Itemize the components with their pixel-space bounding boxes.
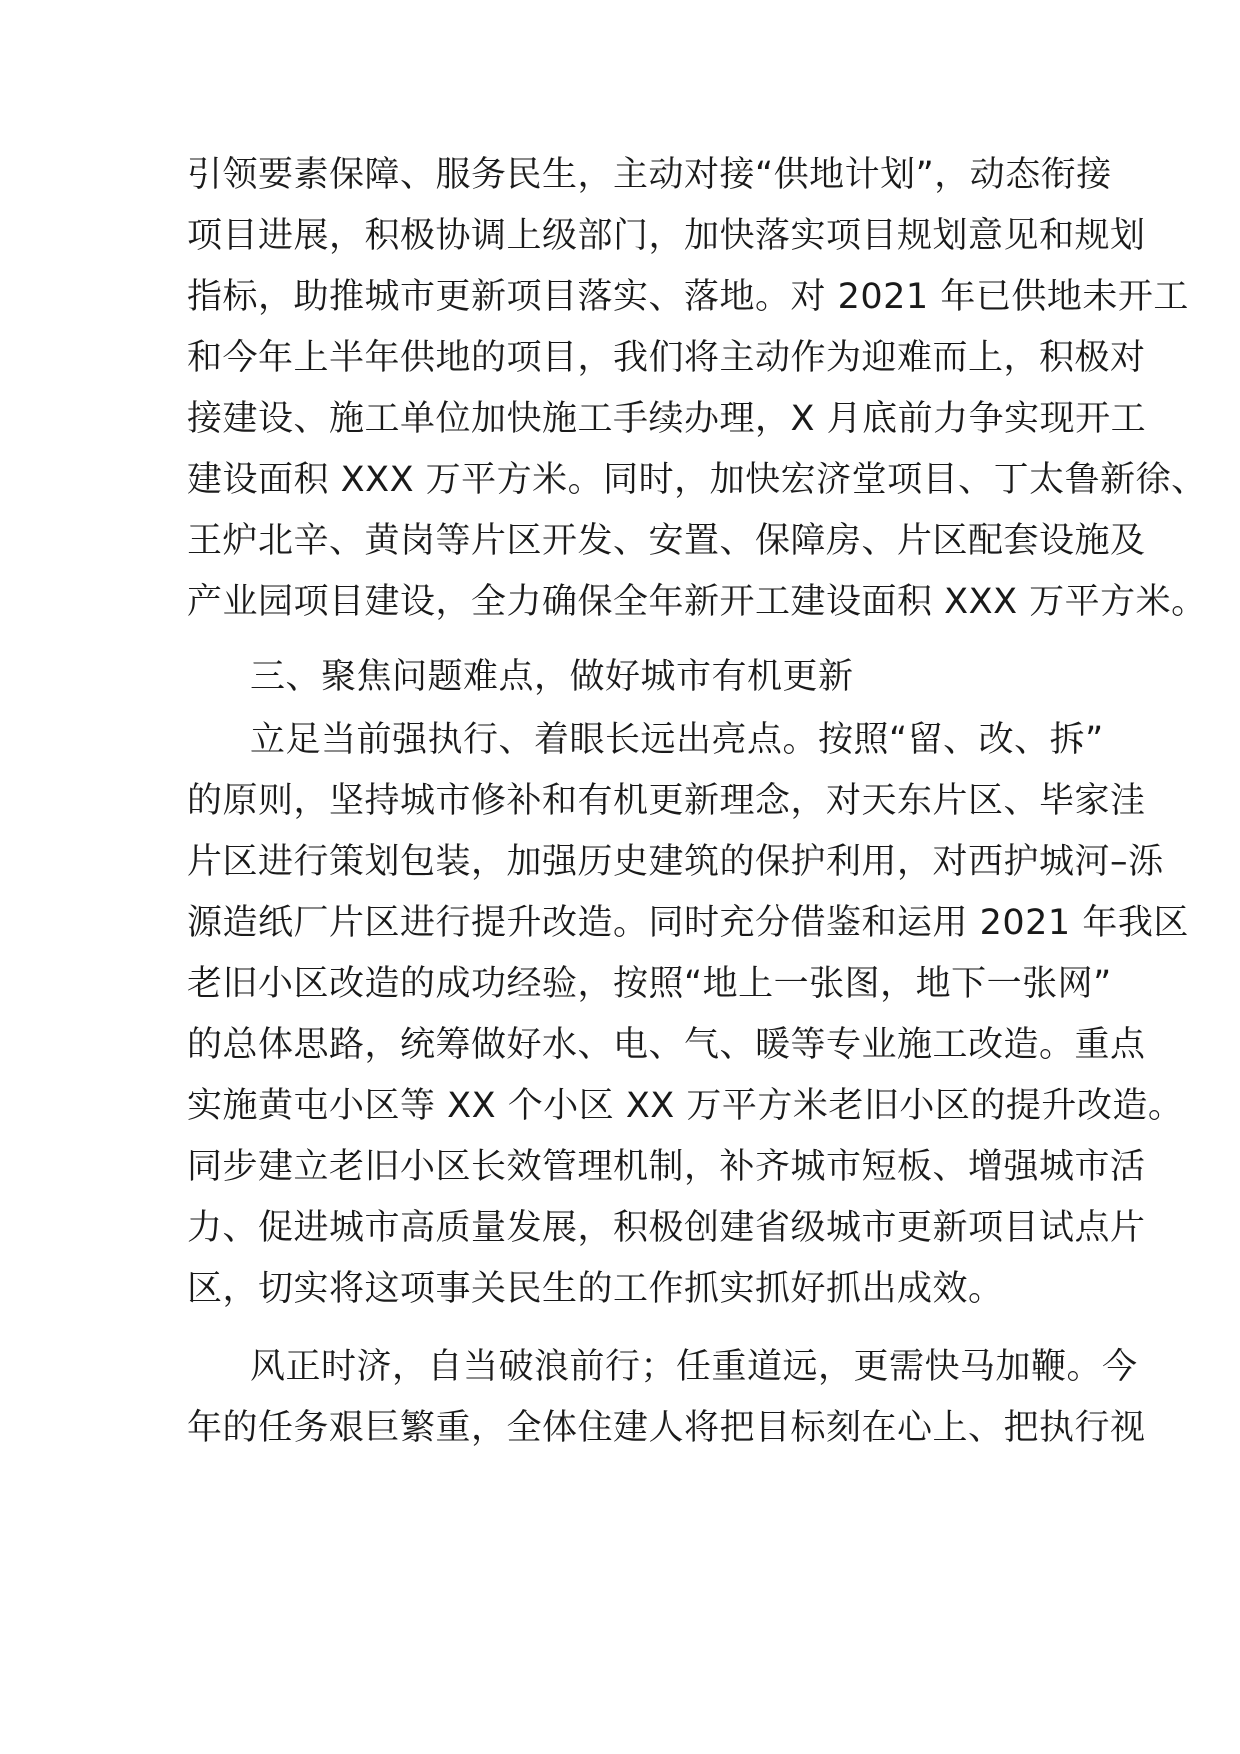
body-line: 接建设、施工单位加快施工手续办理，X 月底前力争实现开工 bbox=[187, 399, 1147, 439]
body-line: 项目进展，积极协调上级部门，加快落实项目规划意见和规划 bbox=[187, 216, 1146, 256]
section-heading: 三、聚焦问题难点，做好城市有机更新 bbox=[250, 657, 854, 697]
body-line: 指标，助推城市更新项目落实、落地。对 2021 年已供地未开工 bbox=[187, 277, 1189, 317]
body-line: 同步建立老旧小区长效管理机制，补齐城市短板、增强城市活 bbox=[187, 1147, 1146, 1187]
body-line: 区，切实将这项事关民生的工作抓实抓好抓出成效。 bbox=[187, 1269, 1004, 1309]
body-line: 产业园项目建设，全力确保全年新开工建设面积 XXX 万平方米。 bbox=[187, 582, 1207, 622]
body-line: 的原则，坚持城市修补和有机更新理念，对天东片区、毕家洼 bbox=[187, 781, 1146, 821]
body-line: 老旧小区改造的成功经验，按照“地上一张图，地下一张网” bbox=[187, 964, 1112, 1004]
body-line: 片区进行策划包装，加强历史建筑的保护利用，对西护城河–泺 bbox=[187, 842, 1164, 882]
body-line: 力、促进城市高质量发展，积极创建省级城市更新项目试点片 bbox=[187, 1208, 1146, 1248]
body-line: 风正时济，自当破浪前行；任重道远，更需快马加鞭。今 bbox=[250, 1347, 1138, 1387]
body-line: 的总体思路，统筹做好水、电、气、暖等专业施工改造。重点 bbox=[187, 1025, 1146, 1065]
body-line: 和今年上半年供地的项目，我们将主动作为迎难而上，积极对 bbox=[187, 338, 1146, 378]
body-line: 实施黄屯小区等 XX 个小区 XX 万平方米老旧小区的提升改造。 bbox=[187, 1086, 1184, 1126]
body-line: 建设面积 XXX 万平方米。同时，加快宏济堂项目、丁太鲁新徐、 bbox=[187, 460, 1207, 500]
body-line: 源造纸厂片区进行提升改造。同时充分借鉴和运用 2021 年我区 bbox=[187, 903, 1189, 943]
body-line: 引领要素保障、服务民生，主动对接“供地计划”，动态衔接 bbox=[187, 155, 1112, 195]
body-line: 王炉北辛、黄岗等片区开发、安置、保障房、片区配套设施及 bbox=[187, 521, 1146, 561]
body-line: 立足当前强执行、着眼长远出亮点。按照“留、改、拆” bbox=[250, 720, 1104, 760]
body-line: 年的任务艰巨繁重，全体住建人将把目标刻在心上、把执行视 bbox=[187, 1408, 1146, 1448]
